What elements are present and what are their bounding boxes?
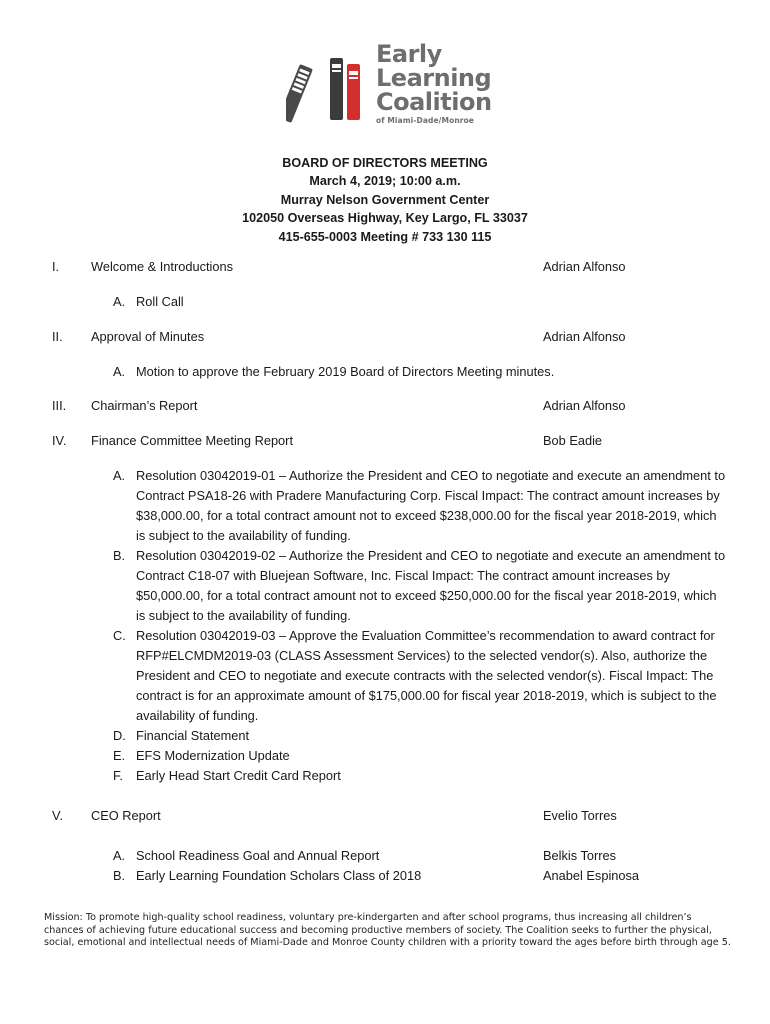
agenda-title: Finance Committee Meeting Report [91,433,293,448]
resolution-text: Resolution 03042019-01 – Authorize the President and CEO to negotiate and execute an amendment to Contract PSA18-26 with Pradere Manufacturing Corp. Fiscal Impact: The contract amount increases by $38,000.00, for a total contract amount not to exceed $238,000.00 for the fiscal year 2018-2019, which is subject to the availability of funding. [136,468,726,543]
agenda-title: Chairman’s Report [91,398,198,413]
sub-item-text: Motion to approve the February 2019 Board of Directors Meeting minutes. [136,364,555,379]
resolution-text: Resolution 03042019-02 – Authorize the President and CEO to negotiate and execute an amendment to Contract C18-07 with Bluejean Software, Inc. Fiscal Impact: The contract amount increases by $50,000.00, for a total contract amount not to exceed $250,000.00 for the fiscal year 2018-2019, which is subject to the availability of funding. [136,548,726,623]
sub-item-presenter: Belkis Torres [543,848,617,863]
organization-logo [286,40,496,125]
logo-subtitle: of Miami-Dade/Monroe [376,116,474,125]
resolution-text: Resolution 03042019-03 – Approve the Evaluation Committee’s recommendation to award contract for RFP#ELCMDM2019-03 (CLASS Assessment Services) to the selected vendor(s). Also, authorize the President and CEO to negotiate and execute contracts with the selected vendor(s). Fiscal Impact: The contract is for an approximate amount of $175,000.00 for fiscal year 2018-2019, which is subject to the availability of funding. [136,628,717,723]
sub-item-letter: A. [113,294,126,309]
agenda-presenter: Adrian Alfonso [543,329,626,344]
sub-item-text: Early Learning Foundation Scholars Class of 2018 [136,868,422,883]
logo-line-learning: Learning [376,64,492,92]
meeting-address: 102050 Overseas Highway, Key Largo, FL 33037 [242,211,528,226]
agenda-number: III. [52,398,67,413]
sub-item-presenter: Anabel Espinosa [543,868,640,883]
logo-line-coalition: Coalition [376,88,492,116]
sub-item-letter: F. [113,768,123,783]
agenda-presenter: Evelio Torres [543,808,617,823]
sub-item-letter: E. [113,748,126,763]
sub-item-text: Financial Statement [136,728,250,743]
sub-item-text: School Readiness Goal and Annual Report [136,848,380,863]
agenda-number: IV. [52,433,67,448]
logo-line-early: Early [376,40,442,68]
meeting-title: BOARD OF DIRECTORS MEETING [282,156,488,170]
agenda-title: CEO Report [91,808,161,823]
sub-item-text: EFS Modernization Update [136,748,290,763]
books-icon [286,44,376,124]
agenda-presenter: Adrian Alfonso [543,398,626,413]
logo-wordmark [376,42,496,125]
sub-item-letter: D. [113,728,126,743]
mission-statement: Mission: To promote high-quality school readiness, voluntary pre-kindergarten and after school programs, thus increasing all children’s chances of achieving future educational success and becoming productive members of society. The Coalition seeks to further the physical, social, emotional and intellectual needs of Miami-Dade and Monroe County children with a priority toward the ages before birth through age 5. [44,912,731,949]
sub-item-letter: A. [113,468,126,483]
sub-item-text: Roll Call [136,294,184,309]
agenda-presenter: Bob Eadie [543,433,603,448]
sub-item-letter: B. [113,548,126,563]
agenda-number: II. [52,329,63,344]
meeting-venue: Murray Nelson Government Center [280,192,490,207]
sub-item-letter: B. [113,868,126,883]
sub-item-letter: C. [113,628,126,643]
agenda-title: Welcome & Introductions [91,259,234,274]
meeting-phone: 415-655-0003 Meeting # 733 130 115 [278,229,492,244]
meeting-date: March 4, 2019; 10:00 a.m. [309,174,461,189]
agenda-presenter: Adrian Alfonso [543,259,626,274]
agenda-title: Approval of Minutes [91,329,205,344]
agenda-number: I. [52,259,60,274]
sub-item-letter: A. [113,848,126,863]
sub-item-text: Early Head Start Credit Card Report [136,768,341,783]
agenda-number: V. [52,808,63,823]
sub-item-letter: A. [113,364,126,379]
meeting-header [0,154,770,246]
